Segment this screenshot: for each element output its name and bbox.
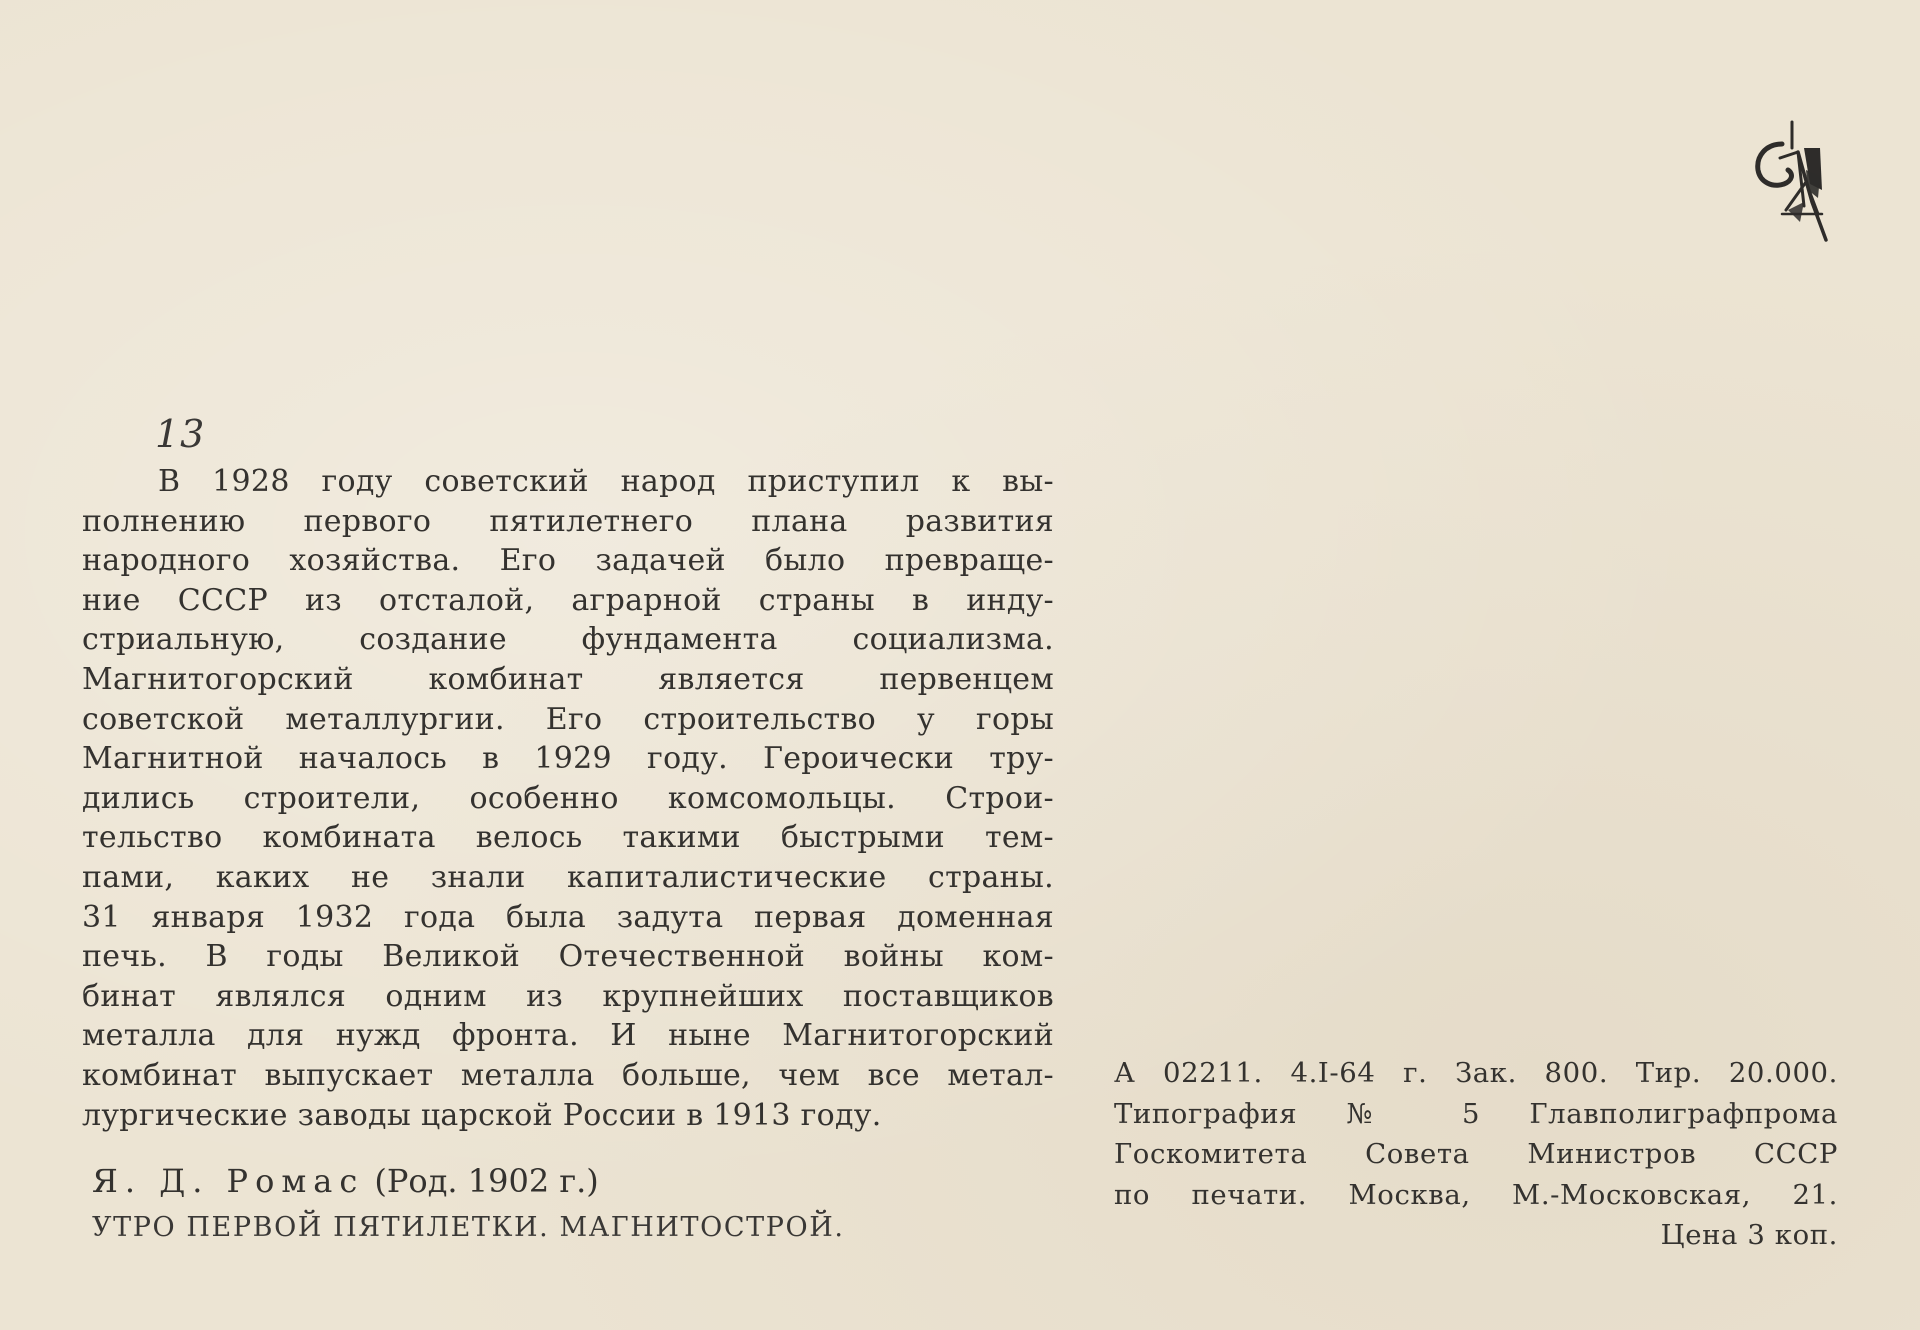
description-line: 31 января 1932 года была задута первая доменная <box>82 899 1054 935</box>
description-text <box>82 462 1054 1135</box>
description-line: Магнитогорский комбинат является первенцем <box>82 661 1054 697</box>
description-line: народного хозяйства. Его задачей было превраще- <box>82 543 1054 579</box>
description-line: пами, каких не знали капиталистические страны. <box>82 859 1054 895</box>
imprint-line: Госкомитета Совета Министров СССР <box>1114 1138 1838 1170</box>
description-line: стриальную, создание фундамента социализма. <box>82 622 1054 658</box>
description-line: лургические заводы царской России в 1913 году. <box>82 1097 882 1133</box>
description-line: дились строители, особенно комсомольцы. Строи- <box>82 780 1054 816</box>
imprint-line: Типография № 5 Главполиграфпрома <box>1114 1097 1838 1130</box>
description-line: бинат являлся одним из крупнейших поставщиков <box>82 978 1054 1014</box>
artwork-title: УТРО ПЕРВОЙ ПЯТИЛЕТКИ. МАГНИТОСТРОЙ. <box>92 1212 845 1243</box>
description-line: полнению первого пятилетнего плана развития <box>82 503 1054 539</box>
description-line: ние СССР из отсталой, аграрной страны в инду- <box>82 582 1054 618</box>
description-line: советской металлургии. Его строительство у горы <box>82 701 1054 737</box>
imprint-line: по печати. Москва, М.-Московская, 21. <box>1114 1178 1838 1211</box>
description-line: металла для нужд фронта. И ныне Магнитогорский <box>82 1018 1054 1054</box>
artist-dates: (Род. 1902 г.) <box>374 1162 599 1200</box>
artist-name: Я. Д. Ромас <box>92 1162 365 1200</box>
printing-imprint <box>1114 1053 1838 1256</box>
card-number: 13 <box>155 412 206 456</box>
description-line: печь. В годы Великой Отечественной войны ком- <box>82 939 1054 975</box>
description-line: В 1928 году советский народ приступил к вы- <box>158 464 1054 499</box>
imprint-line: А 02211. 4.I-64 г. Зак. 800. Тир. 20.000. <box>1114 1057 1838 1089</box>
description-line: тельство комбината велось такими быстрыми тем- <box>82 820 1054 856</box>
publisher-emblem-icon <box>1748 118 1838 248</box>
price-label: Цена 3 коп. <box>1660 1219 1838 1251</box>
description-line: Магнитной началось в 1929 году. Героически тру- <box>82 741 1054 777</box>
description-line: комбинат выпускает металла больше, чем все метал- <box>82 1057 1054 1093</box>
artist-credit <box>92 1162 599 1200</box>
